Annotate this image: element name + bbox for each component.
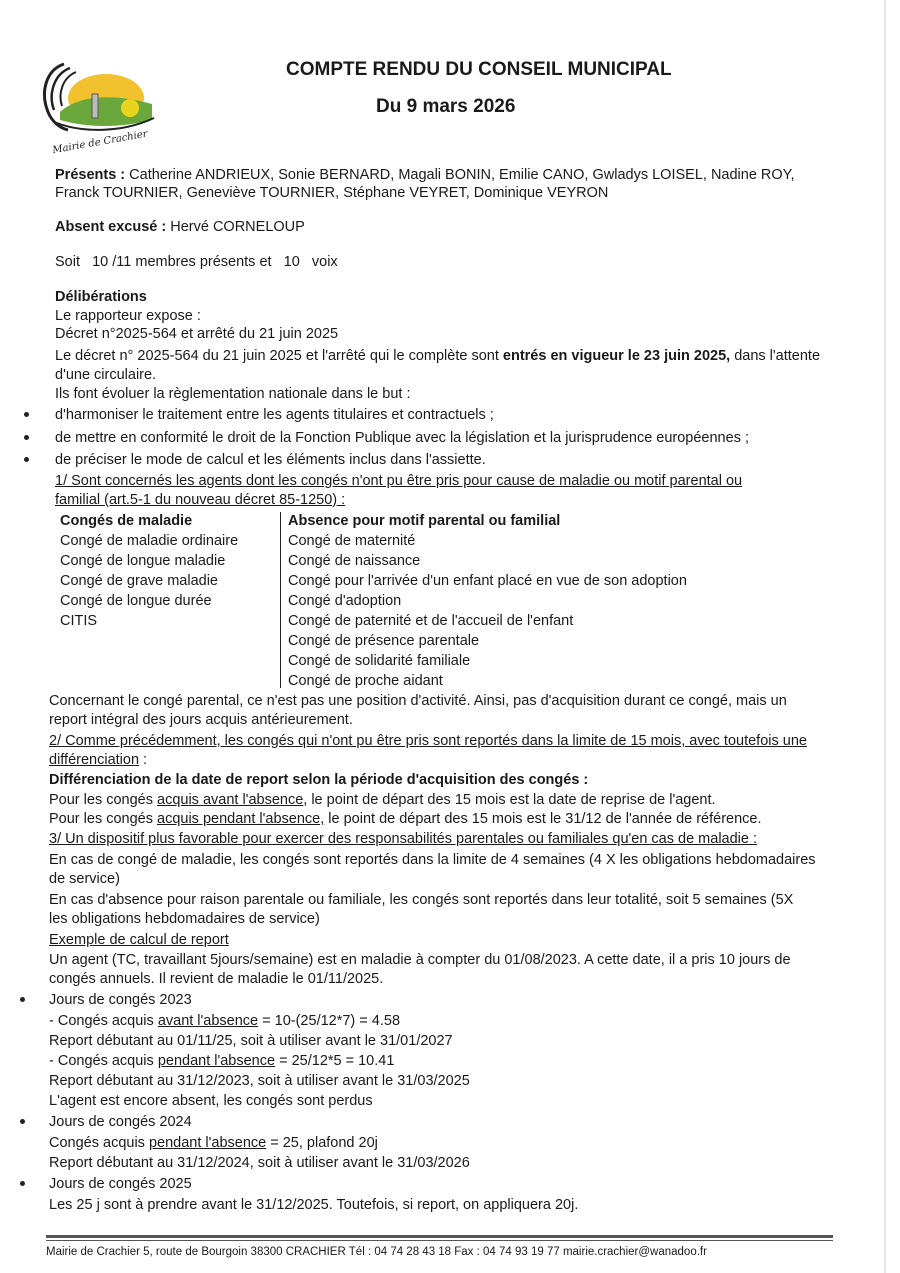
para1-text-c: dans l'attente — [730, 348, 821, 364]
family-leave-item: Congé de paternité et de l'accueil de l'enfant — [288, 613, 574, 629]
quorum-votes: 10 — [283, 254, 300, 270]
section-2-word: différenciation — [49, 752, 140, 768]
section-2-heading-cont — [49, 751, 147, 769]
year-2023-report-1: Report débutant au 01/11/25, soit à utiliser avant le 31/01/2027 — [49, 1033, 453, 1049]
col1-header: Congés de maladie — [60, 513, 193, 529]
during-text-underlined: acquis pendant l'absence, — [157, 811, 325, 827]
absent-line — [55, 218, 305, 236]
goal-item: d'harmoniser le traitement entre les agents titulaires et contractuels ; — [55, 407, 494, 423]
year-2023-lost: L'agent est encore absent, les congés sont perdus — [49, 1093, 373, 1109]
footer-rule-thick — [46, 1235, 833, 1238]
section-3-family-2: les obligations hebdomadaires de service) — [49, 911, 320, 927]
parental-line-1: Concernant le congé parental, ce n'est pas une position d'activité. Ainsi, pas d'acquisition durant ce congé, mais un — [49, 693, 787, 709]
deliberations-heading: Délibérations — [55, 289, 147, 305]
para1-text-bold: entrés en vigueur le 23 juin 2025, — [502, 348, 731, 364]
col2-header: Absence pour motif parental ou familial — [288, 513, 561, 529]
bullet-icon — [24, 412, 29, 417]
section-1-heading-cont: familial (art.5-1 du nouveau décret 85-1250) : — [55, 492, 346, 508]
sick-leave-item: CITIS — [60, 613, 98, 629]
presents-line-1 — [55, 166, 795, 184]
goal-item: de mettre en conformité le droit de la Fonction Publique avec la législation et la jurisprudence européennes ; — [55, 430, 749, 446]
sick-leave-item: Congé de longue durée — [60, 593, 212, 609]
year-2025-note: Les 25 j sont à prendre avant le 31/12/2025. Toutefois, si report, on appliquera 20j. — [49, 1197, 579, 1213]
parental-line-2: report intégral des jours acquis antérieurement. — [49, 712, 353, 728]
y2023-before-post: = 10-(25/12*7) = 4.58 — [258, 1013, 401, 1029]
bullet-icon — [20, 1119, 25, 1124]
bullet-icon — [24, 435, 29, 440]
absent-label: Absent excusé : — [55, 219, 167, 235]
during-text-a: Pour les congés — [49, 811, 158, 827]
during-text-b: le point de départ des 15 mois est le 31/12 de l'année de référence. — [324, 811, 762, 827]
family-leave-item: Congé de présence parentale — [288, 633, 480, 649]
section-3-sick-1: En cas de congé de maladie, les congés sont reportés dans la limite de 4 semaines (4 X les obligations hebdomadaires — [49, 852, 816, 868]
y2023-during-post: = 25/12*5 = 10.41 — [275, 1053, 395, 1069]
table-divider — [280, 512, 281, 688]
sick-leave-item: Congé de maladie ordinaire — [60, 533, 239, 549]
meeting-date: Du 9 mars 2026 — [376, 96, 516, 117]
sick-leave-item: Congé de longue maladie — [60, 553, 226, 569]
section-3-heading: 3/ Un dispositif plus favorable pour exercer des responsabilités parentales ou familiales qu'en cas de maladie : — [49, 831, 758, 847]
presents-names-2: Franck TOURNIER, Geneviève TOURNIER, Stéphane VEYRET, Dominique VEYRON — [55, 185, 609, 201]
family-leave-item: Congé pour l'arrivée d'un enfant placé en vue de son adoption — [288, 573, 687, 589]
year-2023-title: Jours de congés 2023 — [49, 992, 192, 1008]
family-leave-item: Congé d'adoption — [288, 593, 402, 609]
section-3-sick-2: de service) — [49, 871, 120, 887]
scan-edge — [884, 0, 886, 1273]
year-2023-during — [49, 1052, 394, 1070]
before-text-a: Pour les congés — [49, 792, 158, 808]
family-leave-item: Congé de proche aidant — [288, 673, 443, 689]
absent-names: Hervé CORNELOUP — [170, 219, 305, 235]
y2024-during-pre: Congés acquis — [49, 1135, 149, 1151]
section-1-heading: 1/ Sont concernés les agents dont les congés n'ont pu être pris pour cause de maladie ou motif parental ou — [55, 473, 743, 489]
deliberations-intro-1: Le rapporteur expose : — [55, 308, 201, 324]
y2023-during-pre: - Congés acquis — [49, 1053, 158, 1069]
before-text-b: , le point de départ des 15 mois est la date de reprise de l'agent. — [303, 792, 716, 808]
y2024-during-post: = 25, plafond 20j — [266, 1135, 378, 1151]
year-2024-report: Report débutant au 31/12/2024, soit à utiliser avant le 31/03/2026 — [49, 1155, 470, 1171]
logo-text: Mairie de Crachier — [51, 128, 149, 156]
sick-leave-item: Congé de grave maladie — [60, 573, 218, 589]
bullet-icon — [20, 1181, 25, 1186]
example-intro-1: Un agent (TC, travaillant 5jours/semaine) est en maladie à compter du 01/08/2023. A cette date, il a pris 10 jours de — [49, 952, 791, 968]
section-2-colon: : — [139, 752, 148, 768]
example-heading: Exemple de calcul de report — [49, 932, 229, 948]
section-2-before — [49, 791, 716, 809]
deliberations-para-1 — [55, 347, 820, 365]
quorum-count: 10 /11 membres présents et — [92, 254, 272, 270]
bullet-icon — [20, 997, 25, 1002]
y2023-during-underlined: pendant l'absence — [157, 1053, 276, 1069]
year-2024-title: Jours de congés 2024 — [49, 1114, 192, 1130]
y2023-before-pre: - Congés acquis — [49, 1013, 158, 1029]
family-leave-item: Congé de naissance — [288, 553, 421, 569]
family-leave-item: Congé de maternité — [288, 533, 416, 549]
before-text-underlined: acquis avant l'absence — [157, 792, 304, 808]
quorum-suffix: voix — [311, 254, 338, 270]
quorum-line — [55, 253, 338, 271]
year-2023-report-2: Report débutant au 31/12/2023, soit à utiliser avant le 31/03/2025 — [49, 1073, 470, 1089]
footer-rule-thin — [46, 1240, 833, 1241]
section-2-heading: 2/ Comme précédemment, les congés qui n'ont pu être pris sont reportés dans la limite de 15 mois, avec toutefois une — [49, 733, 807, 749]
y2023-before-underlined: avant l'absence — [157, 1013, 259, 1029]
mairie-logo — [34, 56, 160, 156]
year-2024-during — [49, 1134, 378, 1152]
year-2025-title: Jours de congés 2025 — [49, 1176, 192, 1192]
deliberations-para-1-end: d'une circulaire. — [55, 367, 157, 383]
deliberations-intro-2: Décret n°2025-564 et arrêté du 21 juin 2025 — [55, 326, 339, 342]
example-intro-2: congés annuels. Il revient de maladie le 01/11/2025. — [49, 971, 384, 987]
deliberations-para-2: Ils font évoluer la règlementation nationale dans le but : — [55, 386, 411, 402]
family-leave-item: Congé de solidarité familiale — [288, 653, 471, 669]
section-2-during — [49, 810, 762, 828]
quorum-prefix: Soit — [55, 254, 80, 270]
para1-text-a: Le décret n° 2025-564 du 21 juin 2025 et l'arrêté qui le complète sont — [55, 348, 503, 364]
y2024-during-underlined: pendant l'absence — [148, 1135, 267, 1151]
year-2023-before — [49, 1012, 400, 1030]
goal-item: de préciser le mode de calcul et les éléments inclus dans l'assiette. — [55, 452, 486, 468]
footer-address: Mairie de Crachier 5, route de Bourgoin 38300 CRACHIER Tél : 04 74 28 43 18 Fax : 04 74 93 19 77 mairie.crachier@wanadoo.fr — [46, 1246, 707, 1258]
presents-names-1: Catherine ANDRIEUX, Sonie BERNARD, Magali BONIN, Emilie CANO, Gwladys LOISEL, Nadine ROY, — [129, 167, 795, 183]
section-2-subheading: Différenciation de la date de report selon la période d'acquisition des congés : — [49, 772, 589, 788]
bullet-icon — [24, 457, 29, 462]
page-title: COMPTE RENDU DU CONSEIL MUNICIPAL — [286, 59, 672, 80]
section-3-family-1: En cas d'absence pour raison parentale ou familiale, les congés sont reportés dans leur totalité, soit 5 semaines (5X — [49, 892, 794, 908]
presents-label: Présents : — [55, 167, 126, 183]
